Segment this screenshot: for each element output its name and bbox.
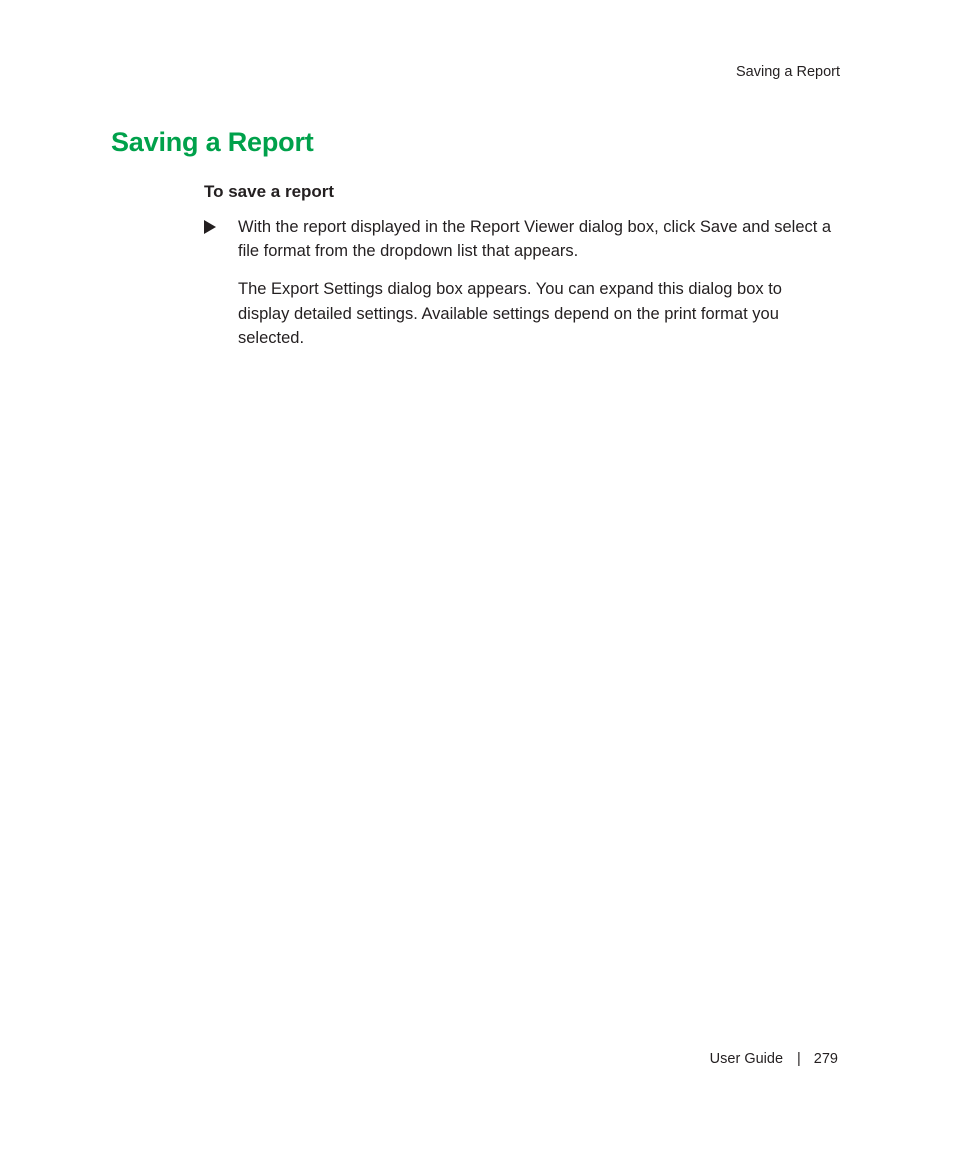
footer-book-title: User Guide xyxy=(709,1051,784,1067)
step-result-text: The Export Settings dialog box appears. You can expand this dialog box to display detailed settings. Available settings depend on the print format you selected. xyxy=(238,280,782,347)
page-number: 279 xyxy=(813,1051,838,1067)
step-text: With the report displayed in the Report Viewer dialog box, click Save and select a file format from the dropdown list that appears. xyxy=(238,218,832,260)
section-title: Saving a Report xyxy=(111,127,314,157)
procedure-heading: To save a report xyxy=(204,182,335,201)
footer-separator: | xyxy=(797,1051,801,1067)
right-triangle-bullet-icon xyxy=(204,220,216,234)
page-footer xyxy=(710,1051,838,1067)
running-header: Saving a Report xyxy=(736,64,840,80)
